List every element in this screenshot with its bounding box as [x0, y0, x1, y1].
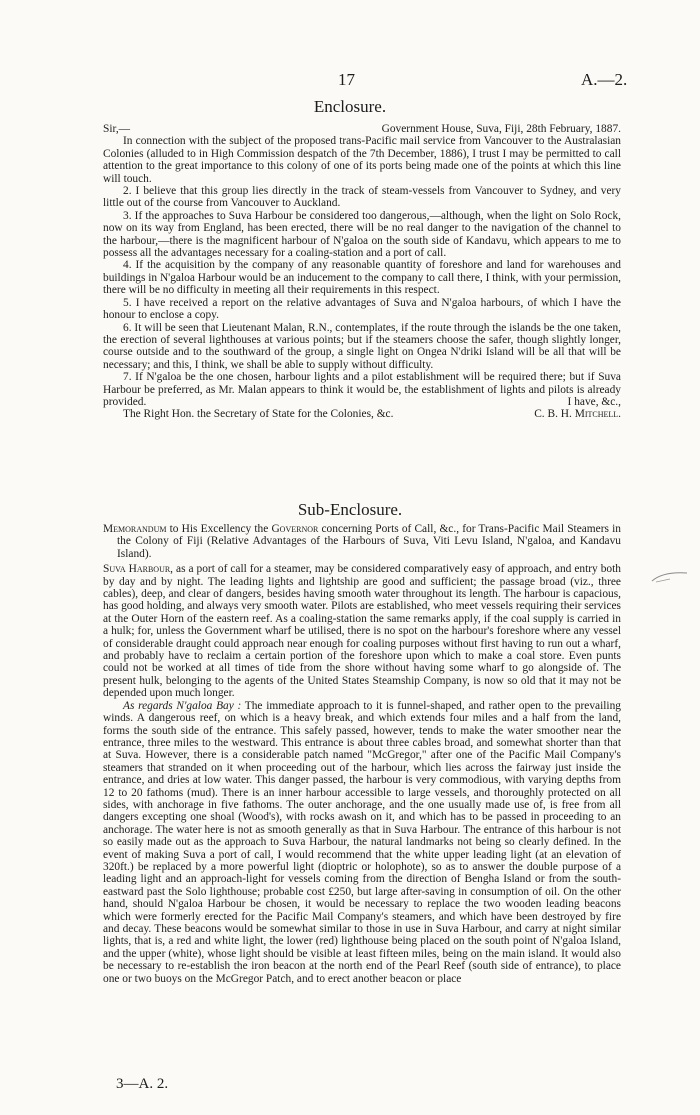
paragraph-7-text: 7. If N'galoa be the one chosen, harbour lights and a pilot establishment will be required there; but if Suva Harbour be preferred, as Mr. Malan appears to think it would be, the establishment of lights and pilots is already provided. — [103, 371, 621, 408]
paragraph-2: 2. I believe that this group lies directly in the track of steam-vessels from Vancouver to Sydney, and very little out of the course from Vancouver to Auckland. — [103, 185, 621, 210]
paper-reference: A.—2. — [581, 70, 628, 89]
margin-pencil-mark — [650, 570, 690, 584]
signature: C. B. H. Mitchell. — [534, 408, 621, 421]
paragraph-5: 5. I have received a report on the relative advantages of Suva and N'galoa harbours, of which I have the honour to enclose a copy. — [103, 296, 621, 322]
paragraph-7 — [103, 371, 621, 408]
memorandum-governor: Governor — [271, 523, 319, 535]
enclosure-heading: Enclosure. — [313, 97, 387, 116]
letter-footer — [103, 408, 621, 420]
ngaloa-lead: As regards N'galoa Bay : — [123, 699, 242, 712]
sub-enclosure-body — [103, 523, 621, 985]
ngaloa-paragraph — [103, 700, 621, 985]
closing: I have, &c., — [567, 395, 621, 408]
sub-enclosure-heading: Sub-Enclosure. — [297, 500, 403, 519]
letter-opening — [103, 123, 621, 135]
dateline: Government House, Suva, Fiji, 28th February, 1887. — [381, 123, 621, 135]
addressee: The Right Hon. the Secretary of State for the Colonies, &c. — [123, 408, 394, 421]
suva-lead: Suva Harbour, — [103, 563, 174, 576]
memorandum-title — [103, 523, 621, 560]
suva-paragraph — [103, 563, 621, 699]
paragraph-3: 3. If the approaches to Suva Harbour be considered too dangerous,—although, when the light on Solo Rock, now on its way from England, has been erected, there will be no real danger to the navigation of the channel to the harbour,—there is the magnificent harbour of N'galoa on the south side of Kandavu, which appears to me to possess all the advantages necessary for a coaling-station and a port of call. — [103, 209, 621, 260]
paragraph-6: 6. It will be seen that Lieutenant Malan, R.N., contemplates, if the route through the islands be the one taken, the erection of several lighthouses at various points; but if the steamers choose the safer, though slightly longer, course outside and to the southward of the group, a single light on Ongea N'driki Island will be all that will be necessary; and this, I think, we shall be able to supply without difficulty. — [103, 321, 621, 371]
memorandum-mid: to His Excellency the — [169, 523, 269, 535]
suva-text: as a port of call for a steamer, may be considered comparatively easy of approach, and entry both by day and by night. The leading lights and lightship are good and sufficient; the passage broad (viz., three cables), deep, and clear of dangers, besides having smooth water throughout its length. The harbour is capacious, has good holding, and always very smooth water. Pilots are established, who meet vessels requiring their services at the Outer Horn of the eastern reef. As a coaling-station the same remarks apply, if the coal supply is carried in a hulk; for, unless the Government wharf be utilised, there is no spot on the harbour's foreshore where any vessel of considerable draught could approach near enough for coaling purposes without first having to run out a wharf, and probably have to reclaim a certain portion of the foreshore upon which to make a coal store. Even punts could not be worked at all times of tide from the shore without having some wharf to go alongside of. The present hulk, belonging to the agents of the United States Steamship Company, is now so old that it may not be depended upon much longer. — [103, 563, 621, 700]
paragraph-1: In connection with the subject of the proposed trans-Pacific mail service from Vancouver to the Australasian Colonies (alluded to in High Commission despatch of the 7th December, 1886), I trust I may be permitted to call attention to the great importance to this colony of one of its ports being made one of the points at which this line will touch. — [103, 135, 621, 185]
paragraph-4: 4. If the acquisition by the company of any reasonable quantity of foreshore and land for warehouses and buildings in N'galoa Harbour would be an inducement to the company to call there, I think, with your permission, there will be no difficulty in meeting all their requirements in this respect. — [103, 259, 622, 297]
page-number: 17 — [338, 70, 355, 89]
enclosure-letter — [103, 123, 621, 421]
ngaloa-text: The immediate approach to it is funnel-shaped, and rather open to the prevailing winds. A dangerous reef, on which is a heavy break, and which extends four miles and a half from the land, forms the south side of the entrance. This safely passed, however, tends to make the water smoother near the entrance, three miles to the westward. This entrance is about three cables broad, and somewhat shorter than that at Suva. However, there is a considerable patch named "McGregor," after one of the Pacific Mail Company's steamers that stranded on it when proceeding out of the harbour, which lies across the fairway just inside the entrance, and dries at low water. This danger passed, the harbour is very commodious, with varying depths from 12 to 20 fathoms (mud). There is an inner harbour accessible to large vessels, and thoroughly protected on all sides, with anchorage in five fathoms. The outer anchorage, and the one usually made use of, is free from all dangers excepting one shoal (Wood's), with rocks awash on it, and which has to be passed in proceeding to an anchorage. The water here is not as smooth generally as that in Suva Harbour. The entrance of this harbour is not so easily made out as the approach to Suva Harbour, the natural landmarks not being so clearly defined. In the event of making Suva a port of call, I would recommend that the white upper leading light (at an elevation of 320ft.) be replaced by a more powerful light (dioptric or holophote), so as to answer the double purpose of a leading light and an approach-light for vessels coming from the direction of Bengha Island or from the south-eastward past the Solo lighthouse; probable cost £250, but large after-saving in consumption of oil. On the other hand, should N'galoa Harbour be chosen, it would be necessary to replace the two wooden leading beacons which were formerly erected for the Pacific Mail Company's steamers, and which have been destroyed by fire and decay. These beacons would be somewhat similar to those in use in Suva Harbour, and carry at night similar lights, that is, a red and white light, the lower (red) lighthouse being placed on the south point of N'galoa Island, and the upper (white), whose light should be visible at least fifteen miles, being on the main island. It would also be necessary to re-establish the iron beacon at the north end of the Pearl Reef (south side of entrance), to place one or two buoys on the McGregor Patch, and to erect another beacon or place — [103, 699, 621, 985]
salutation: Sir,— — [103, 123, 131, 135]
memorandum-label: Memorandum — [103, 523, 167, 535]
sheet-mark: 3—A. 2. — [116, 1076, 169, 1092]
memorandum-rest: concerning Ports of Call, &c., for Trans-Pacific Mail Steamers in the Colony of Fiji (Relative Advantages of the Harbours of Suva, Viti Levu Island, N'galoa, and Kandavu Island). — [117, 523, 621, 560]
